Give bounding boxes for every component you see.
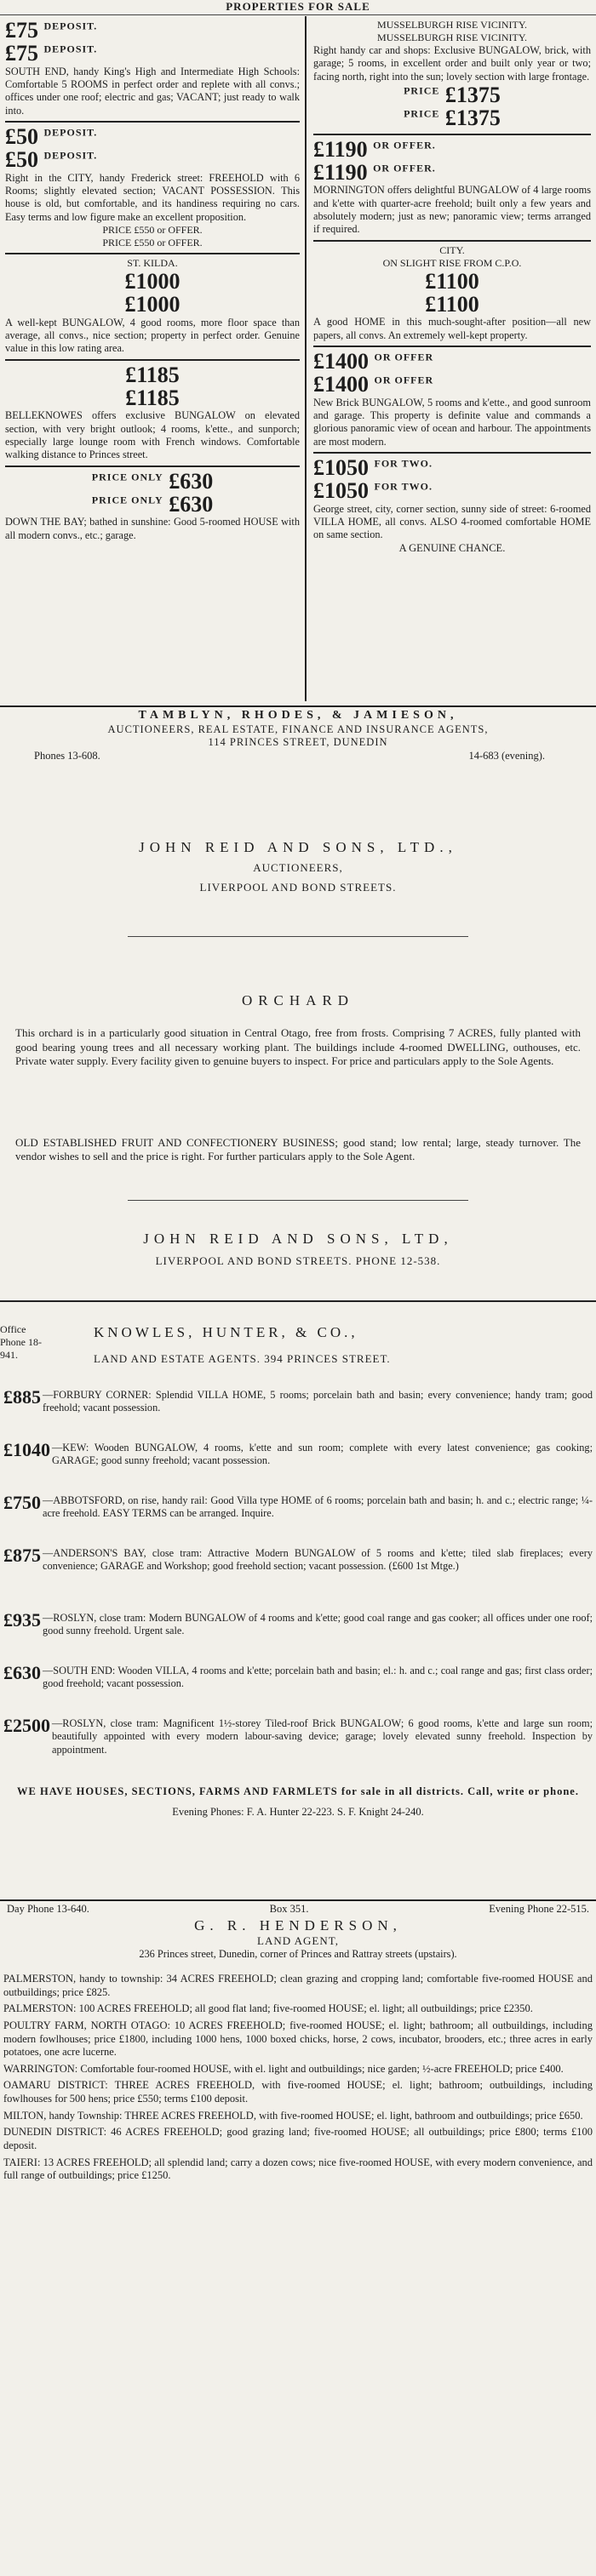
henderson-header (0, 1903, 596, 1962)
listing-text: MORNINGTON offers delightful BUNGALOW of 4 large rooms and k'ette with quarter-acre freehold; built only a few years and absolutely modern; just as new; panoramic view; terms arranged if required. (313, 184, 591, 236)
price-amount: £1375 (444, 106, 501, 131)
fruit-divider (128, 1200, 468, 1201)
henderson-listing: WARRINGTON: Comfortable four-roomed HOUSE, with el. light and outbuildings; nice garden; ½-acre FREEHOLD; price £400. (3, 2062, 564, 2075)
reid-advert-footer (0, 1230, 596, 1289)
price-amount: £50 (5, 124, 38, 150)
price-line (5, 125, 300, 148)
listing-belleknowes (5, 361, 300, 467)
price-suffix: OR OFFER (374, 374, 434, 386)
fruit-business-text: OLD ESTABLISHED FRUIT AND CONFECTIONERY BUSINESS; good stand; low rental; large, steady turnover. The vendor wishes to sell and the price is right. For further particulars apply to the Sole Agent. (15, 1136, 581, 1163)
price-amount: £1400 (313, 372, 369, 397)
price-line (313, 138, 591, 161)
price-suffix: FOR TWO. (374, 480, 433, 493)
box-number: Box 351. (269, 1903, 309, 1915)
properties-right-column (308, 16, 596, 701)
henderson-listing: TAIERI: 13 ACRES FREEHOLD; all splendid land; carry a dozen cows; nice five-roomed HOUSE, with every modern convenience, and full range of outbuildings; price £1250. (3, 2156, 593, 2182)
henderson-listing: PALMERSTON: 100 ACRES FREEHOLD; all good flat land; five-roomed HOUSE; el. light; all outbuildings; price £2350. (3, 2002, 533, 2015)
knowles-note: WE HAVE HOUSES, SECTIONS, FARMS AND FARMLETS for sale in all districts. Call, write or phone. (17, 1785, 579, 1797)
knowles-subtitle: LAND AND ESTATE AGENTS. 394 PRINCES STREET. (94, 1352, 391, 1365)
knowles-listing (0, 1716, 596, 1782)
properties-left-column (0, 16, 307, 701)
listing-text: SOUTH END, handy King's High and Intermediate High Schools: Comfortable 5 ROOMS in perfect order and replete with all convs.; offices under one roof; electric and gas; VACANT; just ready to walk into. (5, 65, 300, 117)
knowles-header (0, 1323, 596, 1383)
listing-text: Right in the CITY, handy Frederick street: FREEHOLD with 6 Rooms; slightly elevated section; VACANT POSSESSION. This house is old, but comfortable, and its handiness requiring no cars. Easy terms and low figure make an excellent proposition. (5, 171, 300, 223)
reid-address-phone: LIVERPOOL AND BOND STREETS. PHONE 12-538. (155, 1254, 441, 1268)
orchard-heading: ORCHARD (241, 992, 355, 1008)
knowles-evening-phones: Evening Phones: F. A. Hunter 22-223. S. F. Knight 24-240. (172, 1805, 424, 1818)
knowles-listing (0, 1663, 596, 1716)
listing-price: £875 (3, 1545, 41, 1566)
knowles-bottom-rule (0, 1899, 596, 1901)
listing-tagline: A GENUINE CHANCE. (398, 541, 506, 554)
listing-mornington (313, 135, 591, 242)
header-rule (0, 14, 596, 15)
listing-heading: CITY. (439, 243, 465, 256)
price-offer-line: PRICE £550 or OFFER. (102, 224, 203, 237)
reid-advert-header (0, 838, 596, 915)
agency-phone: Phones 13-608. (34, 749, 100, 762)
henderson-name: G. R. HENDERSON, (194, 1916, 402, 1933)
orchard-advert (0, 991, 596, 1119)
price-amount: £1375 (444, 83, 501, 108)
reid-name: JOHN REID AND SONS, LTD, (143, 1231, 453, 1247)
henderson-listing: DUNEDIN DISTRICT: 46 ACRES FREEHOLD; good grazing land; five-roomed HOUSE; all outbuildings; price £800; terms £100 deposit. (3, 2126, 593, 2151)
price-suffix: OR OFFER (374, 351, 434, 363)
listing-text: DOWN THE BAY; bathed in sunshine: Good 5-roomed HOUSE with all modern convs., etc.; garage. (5, 516, 300, 541)
price-amount: £1100 (425, 268, 479, 294)
price-amount: £1050 (313, 455, 369, 481)
agency-evening-phone: 14-683 (evening). (468, 749, 545, 762)
listing-text: —KEW: Wooden BUNGALOW, 4 rooms, k'ette and sun room; complete with every latest convenience; gas cooking; GARAGE; good sunny freehold; vacant possession. (52, 1442, 593, 1467)
price-suffix: FOR TWO. (374, 457, 433, 470)
price-line (5, 470, 300, 493)
price-line (5, 19, 300, 42)
henderson-land-agent: LAND AGENT, (257, 1933, 339, 1947)
knowles-listing (0, 1387, 596, 1440)
price-line (313, 479, 591, 502)
listing-heading: ON SLIGHT RISE FROM C.P.O. (382, 256, 522, 269)
listing-new-brick-bungalow (313, 347, 591, 454)
price-suffix: DEPOSIT. (43, 126, 98, 139)
price-amount: £630 (169, 468, 214, 494)
price-suffix: DEPOSIT. (43, 43, 98, 55)
listing-text: —ROSLYN, close tram: Modern BUNGALOW of 4 rooms and k'ette; good coal range and gas cooker; all offices under one roof; good sunny freehold. Urgent sale. (43, 1612, 593, 1637)
fruit-business-advert (0, 1136, 596, 1196)
knowles-listing (0, 1610, 596, 1663)
agency-address: 114 PRINCES STREET, DUNEDIN (208, 736, 388, 749)
price-amount: £50 (5, 147, 38, 173)
price-amount: £1000 (124, 292, 181, 317)
tamblyn-advert (0, 708, 596, 768)
day-phone: Day Phone 13-640. (7, 1903, 89, 1915)
price-line (313, 373, 591, 396)
price-prefix: PRICE (404, 107, 440, 120)
listing-price: £2500 (3, 1715, 50, 1736)
price-amount: £1400 (313, 349, 369, 374)
price-suffix: DEPOSIT. (43, 20, 98, 32)
reid-bottom-rule (0, 1300, 596, 1302)
price-offer-line: PRICE £550 or OFFER. (102, 237, 203, 249)
listing-st-kilda (5, 254, 300, 361)
price-line (313, 456, 591, 479)
office-phone: Office Phone 18-941. (0, 1323, 42, 1361)
listing-text: —FORBURY CORNER: Splendid VILLA HOME, 5 rooms; porcelain bath and basin; every convenience; handy tram; good freehold; vacant possession. (43, 1389, 593, 1414)
grid-bottom-rule (0, 705, 596, 707)
price-prefix: PRICE ONLY (91, 494, 163, 506)
henderson-listing: MILTON, handy Township: THREE ACRES FREEHOLD, with five-roomed HOUSE; el. light, bathroom and outbuildings; price £650. (3, 2109, 583, 2122)
price-suffix: DEPOSIT. (43, 149, 98, 162)
price-line (313, 161, 591, 184)
listing-price: £1040 (3, 1439, 50, 1460)
evening-phone: Evening Phone 22-515. (489, 1903, 589, 1915)
agency-description: AUCTIONEERS, REAL ESTATE, FINANCE AND INSURANCE AGENTS, (107, 723, 489, 735)
henderson-phones (0, 1903, 596, 1916)
price-amount: £1000 (124, 269, 181, 294)
price-line (313, 350, 591, 373)
henderson-listings (0, 1973, 596, 2568)
listing-text: —ANDERSON'S BAY, close tram: Attractive Modern BUNGALOW of 5 rooms and k'ette; tiled slab fireplaces; every convenience; GARAGE and Workshop; good freehold section; vacant possession. (£600 1st Mtge.) (43, 1547, 593, 1573)
price-prefix: PRICE (404, 84, 440, 97)
price-line (5, 148, 300, 171)
listing-city-frederick (5, 123, 300, 254)
reid-line-auctioneers: AUCTIONEERS, (253, 861, 343, 875)
price-amount: £1100 (425, 292, 479, 317)
listing-text: —SOUTH END: Wooden VILLA, 4 rooms and k'ette; porcelain bath and basin; el.: h. and c.; coal range and gas; first class order; good freehold; vacant possession. (43, 1665, 593, 1690)
price-suffix: OR OFFER. (373, 139, 436, 151)
listing-george-street (313, 454, 591, 558)
orchard-text: This orchard is in a particularly good situation in Central Otago, free from frosts. Comprising 7 ACRES, fully planted with good bearing young trees and all necessary working plant. The buildings include 4-roomed DWELLING, outhouses, etc. Private water supply. Every facility given to genuine buyers to inspect. For price and particulars apply to the Sole Agents. (15, 1026, 581, 1067)
listing-heading: MUSSELBURGH RISE VICINITY. (377, 31, 527, 43)
listing-text: Right handy car and shops: Exclusive BUNGALOW, brick, with garage; 5 rooms, in excellent order and built only year or two; facing north, right into the sun; lovely section with large frontage. (313, 44, 591, 83)
price-amount: £75 (5, 18, 38, 43)
price-line (5, 42, 300, 65)
listing-heading: MUSSELBURGH RISE VICINITY. (377, 19, 527, 31)
henderson-listing: PALMERSTON, handy to township: 34 ACRES FREEHOLD; clean grazing and cropping land; comfortable five-roomed HOUSE and outbuildings; price £825. (3, 1973, 593, 1998)
listing-text: George street, city, corner section, sunny side of street: 6-roomed VILLA HOME, all convs. ALSO 4-roomed comfortable HOME on same section. (313, 502, 591, 541)
knowles-listing (0, 1493, 596, 1545)
price-prefix: PRICE ONLY (91, 471, 163, 483)
price-amount: £630 (169, 492, 214, 517)
price-amount: £1190 (313, 136, 368, 162)
henderson-listing: OAMARU DISTRICT: THREE ACRES FREEHOLD, with five-roomed HOUSE; el. light; bathroom; outbuildings, including fowlhouses for 500 hens; price £550; terms £100 deposit. (3, 2079, 593, 2105)
listing-price: £750 (3, 1492, 41, 1513)
listing-price: £935 (3, 1609, 41, 1631)
knowles-header-inner (0, 1323, 596, 1383)
reid-name: JOHN REID AND SONS, LTD., (139, 839, 457, 855)
henderson-address: 236 Princes street, Dunedin, corner of Princes and Rattray streets (upstairs). (139, 1948, 457, 1961)
henderson-listing: POULTRY FARM, NORTH OTAGO: 10 ACRES FREEHOLD; five-roomed HOUSE; el. light; bathroom; all outbuildings, including modern fowlhouses; price £1800, including 1000 hens, 1000 boxed chicks, horse, 2 cows, incubator, brooders, etc.; three acres in early potatoes, one acre lucerne. (3, 2019, 593, 2059)
price-line (5, 493, 300, 516)
properties-grid (0, 16, 596, 705)
listing-south-end (5, 16, 300, 123)
listing-down-the-bay (5, 467, 300, 545)
listing-text: —ABBOTSFORD, on rise, handy rail: Good Villa type HOME of 6 rooms; porcelain bath and basin; h. and c.; electric range; ¼-acre freehold. EASY TERMS can be arranged. Inquire. (43, 1494, 593, 1520)
listing-text: —ROSLYN, close tram: Magnificent 1½-storey Tiled-roof Brick BUNGALOW; 6 good rooms, k'ette and large sun room; beautifully appointed with every modern labour-saving device; garage; lovely elevated sunny freehold. Inspection by appointment. (52, 1717, 593, 1756)
reid-divider (128, 936, 468, 937)
agency-phones (0, 750, 596, 763)
listing-musselburgh (313, 16, 591, 135)
agency-name: TAMBLYN, RHODES, & JAMIESON, (138, 709, 458, 722)
listing-text: BELLEKNOWES offers exclusive BUNGALOW on elevated section, with very bright outlook; 4 rooms, k'ette., and sunporch; especially large lounge room with French windows. Comfortable walking distance to Princes street. (5, 409, 300, 461)
price-line (313, 83, 591, 106)
price-amount: £1050 (313, 478, 369, 504)
knowles-listing (0, 1545, 596, 1610)
price-line (313, 106, 591, 129)
price-amount: £75 (5, 41, 38, 66)
price-amount: £1190 (313, 159, 368, 185)
listing-city-cpo (313, 242, 591, 347)
listing-text: New Brick BUNGALOW, 5 rooms and k'ette., and good sunroom and garage. This property is definite value and commands a glorious panoramic view of ocean and harbour. The appointments are most modern. (313, 396, 591, 448)
listing-heading: ST. KILDA. (127, 257, 178, 270)
listing-price: £630 (3, 1662, 41, 1683)
knowles-listings (0, 1387, 596, 1898)
knowles-listing (0, 1440, 596, 1493)
reid-address: LIVERPOOL AND BOND STREETS. (199, 880, 397, 894)
properties-header: PROPERTIES FOR SALE (226, 0, 370, 13)
listing-price: £885 (3, 1386, 41, 1408)
listing-text: A good HOME in this much-sought-after position—all new papers, all convs. An extremely well-kept property. (313, 316, 591, 341)
price-suffix: OR OFFER. (373, 162, 436, 174)
knowles-name: KNOWLES, HUNTER, & CO., (94, 1324, 358, 1340)
listing-text: A well-kept BUNGALOW, 4 good rooms, more floor space than average, all convs., nice section; property in perfect order. Genuine value in this low rating area. (5, 316, 300, 355)
price-amount: £1185 (125, 386, 180, 411)
price-amount: £1185 (125, 362, 180, 387)
